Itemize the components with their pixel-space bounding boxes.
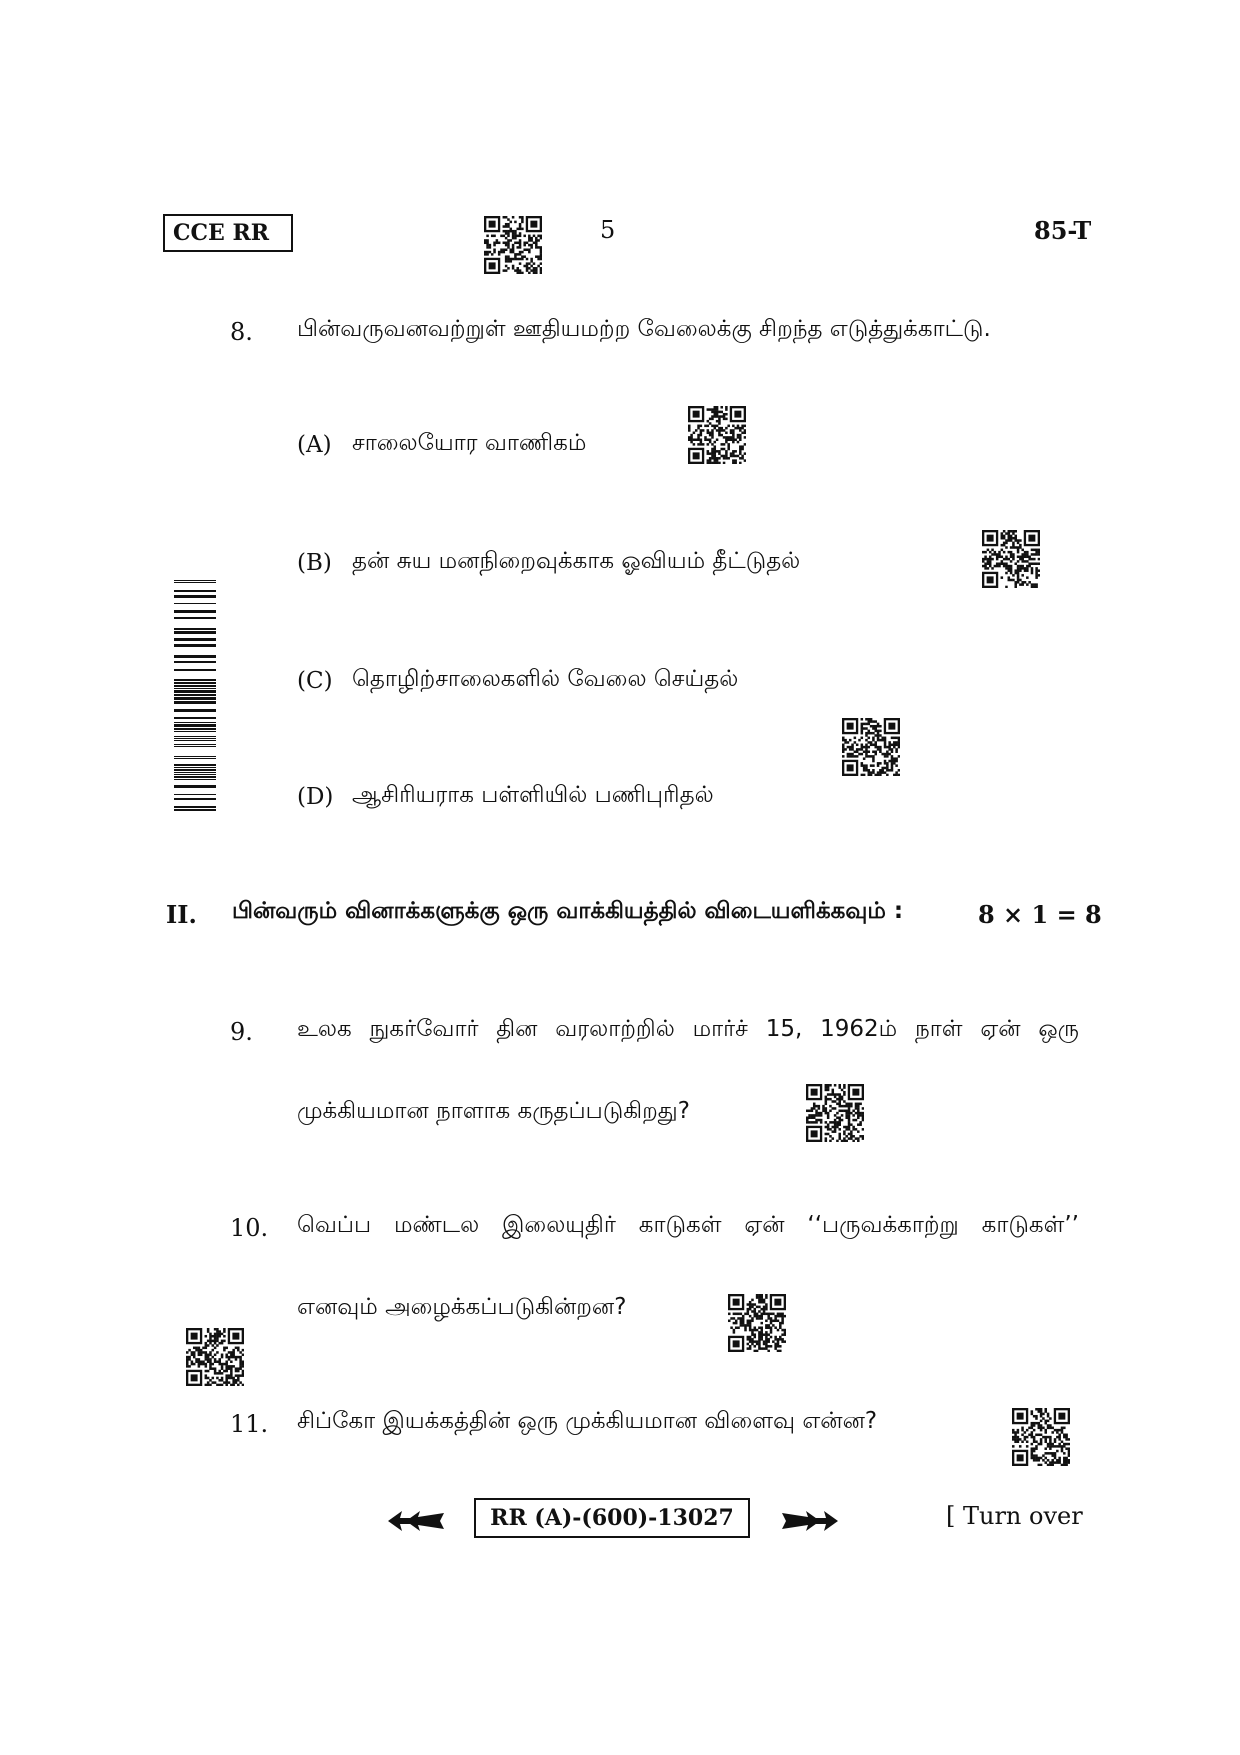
paper-code: 85-T bbox=[1034, 216, 1092, 245]
question-8-text: பின்வருவனவற்றுள் ஊதியமற்ற வேலைக்கு சிறந்த எடுத்துக்காட்டு. bbox=[297, 316, 991, 342]
qr-code-icon bbox=[1012, 1408, 1070, 1466]
qr-code-icon bbox=[806, 1084, 864, 1142]
section-2-instruction: பின்வரும் வினாக்களுக்கு ஒரு வாக்கியத்தில் விடையளிக்கவும் : bbox=[232, 898, 904, 924]
option-d-letter: (D) bbox=[297, 784, 334, 810]
qr-code-icon bbox=[728, 1294, 786, 1352]
option-a-letter: (A) bbox=[297, 432, 332, 458]
qr-code-icon bbox=[842, 718, 900, 776]
qr-code-icon bbox=[982, 530, 1040, 588]
section-2-marks: 8 × 1 = 8 bbox=[978, 900, 1102, 929]
exam-code: CCE RR bbox=[173, 220, 270, 246]
series-code: RR (A)-(600)-13027 bbox=[490, 1505, 734, 1531]
question-8-number: 8. bbox=[230, 318, 253, 346]
question-9-number: 9. bbox=[230, 1018, 253, 1046]
series-code-box bbox=[474, 1498, 750, 1538]
section-2-number: II. bbox=[166, 900, 197, 929]
question-11-text: சிப்கோ இயக்கத்தின் ஒரு முக்கியமான விளைவு என்ன? bbox=[297, 1408, 878, 1434]
option-c-text: தொழிற்சாலைகளில் வேலை செய்தல் bbox=[352, 666, 739, 692]
double-arrow-left-icon bbox=[388, 1508, 444, 1534]
option-c-letter: (C) bbox=[297, 668, 333, 694]
page-number: 5 bbox=[600, 216, 616, 244]
question-10-line-1: வெப்ப மண்டல இலையுதிர் காடுகள் ஏன் ‘‘பருவக்காற்று காடுகள்’’ bbox=[297, 1212, 1079, 1238]
option-a-text: சாலையோர வாணிகம் bbox=[352, 430, 587, 456]
option-b-text: தன் சுய மனநிறைவுக்காக ஓவியம் தீட்டுதல் bbox=[352, 548, 801, 574]
question-10-number: 10. bbox=[230, 1214, 269, 1242]
option-d-text: ஆசிரியராக பள்ளியில் பணிபுரிதல் bbox=[352, 782, 714, 808]
exam-code-box bbox=[163, 214, 293, 252]
qr-code-icon bbox=[484, 216, 542, 274]
question-11-number: 11. bbox=[230, 1410, 269, 1438]
question-9-line-2: முக்கியமான நாளாக கருதப்படுகிறது? bbox=[297, 1098, 690, 1124]
qr-code-icon bbox=[688, 406, 746, 464]
question-10-line-2: எனவும் அழைக்கப்படுகின்றன? bbox=[297, 1294, 627, 1320]
turn-over-label: [ Turn over bbox=[946, 1502, 1083, 1530]
qr-code-icon bbox=[186, 1328, 244, 1386]
question-9-line-1: உலக நுகர்வோர் தின வரலாற்றில் மார்ச் 15, 1962ம் நாள் ஏன் ஒரு bbox=[297, 1016, 1079, 1042]
barcode-icon bbox=[174, 580, 216, 812]
option-b-letter: (B) bbox=[297, 550, 332, 576]
double-arrow-right-icon bbox=[782, 1508, 838, 1534]
